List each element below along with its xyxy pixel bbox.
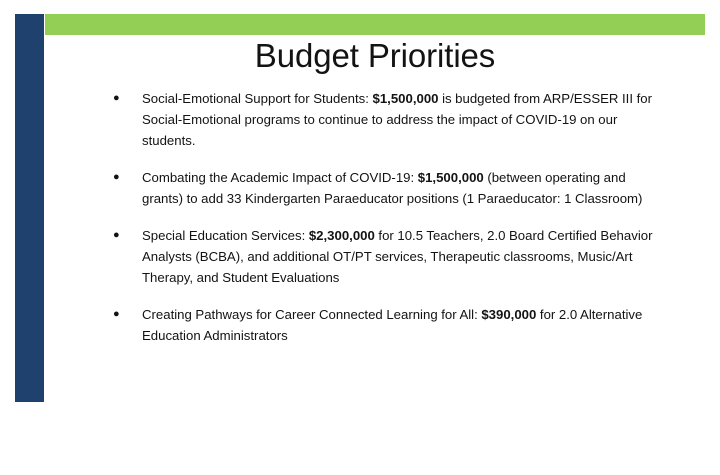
bullet-point-icon: ● xyxy=(113,229,120,241)
list-item-text-run: Creating Pathways for Career Connected Learning for All: xyxy=(142,307,482,322)
list-item-text-run: is budgeted from ARP/ESSER III for Social-Emotional programs to continue to address the impact of COVID-19 on our students. xyxy=(142,91,652,148)
list-item-text-run: for 10.5 Teachers, 2.0 Board Certified Behavior Analysts (BCBA), and additional OT/PT services, Therapeutic classrooms, Music/Art Therapy, and Student Evaluations xyxy=(142,228,653,285)
budget-amount: $2,300,000 xyxy=(308,228,375,243)
budget-amount: $1,500,000 xyxy=(417,170,484,185)
list-item xyxy=(110,304,655,346)
budget-amount: $390,000 xyxy=(481,307,537,322)
list-item-text xyxy=(142,88,655,151)
bullet-point-icon: ● xyxy=(113,308,120,320)
bullet-point-icon: ● xyxy=(113,171,120,183)
accent-bar-vertical xyxy=(15,14,44,402)
bullet-point-icon: ● xyxy=(113,92,120,104)
list-item-text xyxy=(142,304,655,346)
list-item-text-run: Special Education Services: xyxy=(142,228,309,243)
list-item-text xyxy=(142,225,655,288)
list-item xyxy=(110,167,655,209)
page-title: Budget Priorities xyxy=(254,37,496,74)
accent-bar-horizontal xyxy=(45,14,705,35)
list-item-text-run: Combating the Academic Impact of COVID-19: xyxy=(142,170,418,185)
list-item-text-run: for 2.0 Alternative Education Administrators xyxy=(142,307,643,343)
list-item-text-run: Social-Emotional Support for Students: xyxy=(142,91,373,106)
list-item xyxy=(110,225,655,288)
bullet-list xyxy=(110,88,655,346)
list-item-text-run: (between operating and grants) to add 33 Kindergarten Paraeducator positions (1 Paraeducator: 1 Classroom) xyxy=(142,170,643,206)
list-item-text xyxy=(142,167,655,209)
budget-amount: $1,500,000 xyxy=(372,91,439,106)
list-item xyxy=(110,88,655,151)
